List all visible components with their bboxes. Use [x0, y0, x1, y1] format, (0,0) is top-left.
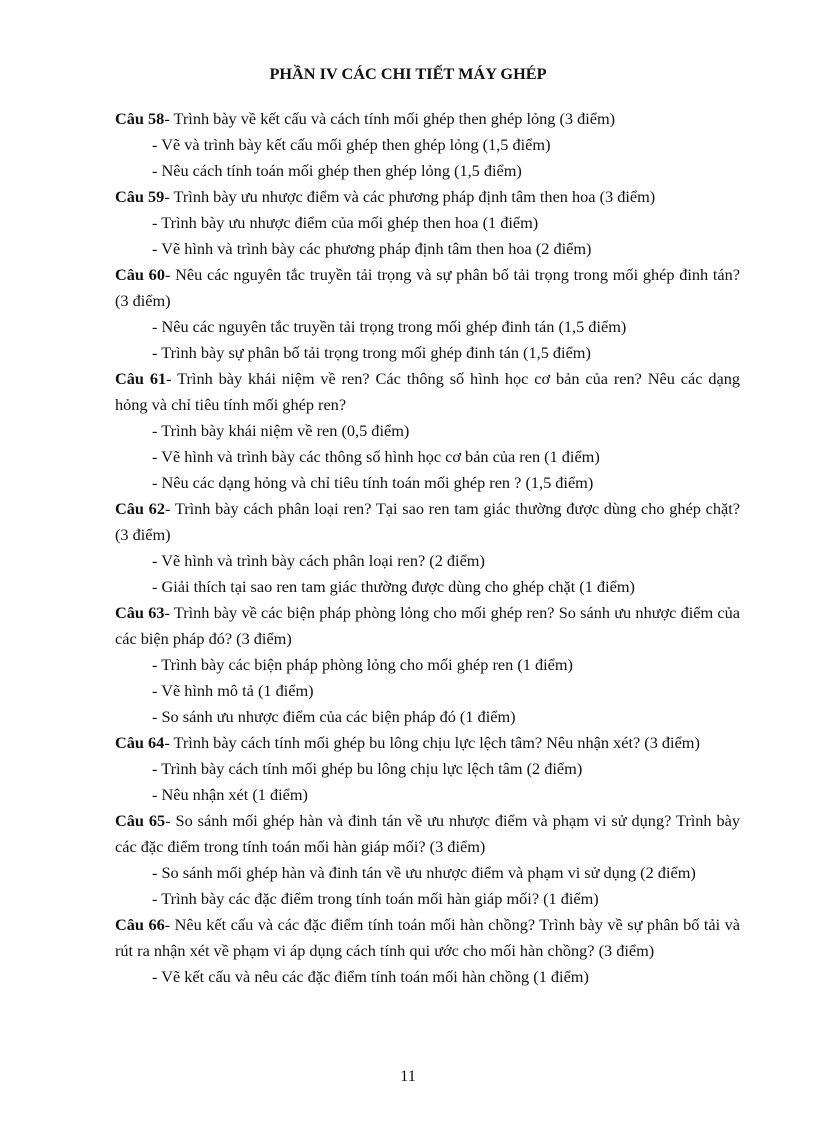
question-label: Câu 64: [115, 733, 165, 752]
question-text: - So sánh mối ghép hàn và đinh tán về ưu nhược điểm và phạm vi sử dụng? Trình bày các đặc điểm trong tính toán mối hàn giáp mối? (3 điểm): [115, 811, 740, 856]
question-65: [115, 808, 740, 860]
question-label: Câu 58: [115, 109, 165, 128]
question-label: Câu 61: [115, 369, 167, 388]
question-item: - So sánh ưu nhược điểm của các biện pháp đó (1 điểm): [152, 707, 516, 726]
question-item: - Nêu các nguyên tắc truyền tải trọng trong mối ghép đinh tán (1,5 điểm): [152, 317, 627, 336]
question-item: - Trình bày các đặc điểm trong tính toán mối hàn giáp mối? (1 điểm): [152, 889, 599, 908]
question-63: [115, 600, 740, 652]
question-60: [115, 262, 740, 314]
question-item: - Nêu các dạng hỏng và chỉ tiêu tính toán mối ghép ren ? (1,5 điểm): [152, 473, 594, 492]
question-text: - Trình bày khái niệm về ren? Các thông số hình học cơ bản của ren? Nêu các dạng hỏng và chỉ tiêu tính mối ghép ren?: [115, 369, 740, 414]
question-text: - Trình bày cách phân loại ren? Tại sao ren tam giác thường được dùng cho ghép chặt? (3 điểm): [115, 499, 740, 544]
question-59: [115, 184, 740, 210]
question-item: - Trình bày sự phân bố tải trọng trong mối ghép đinh tán (1,5 điểm): [152, 343, 591, 362]
question-item: - Trình bày khái niệm về ren (0,5 điểm): [152, 421, 410, 440]
question-label: Câu 62: [115, 499, 165, 518]
question-label: Câu 60: [115, 265, 165, 284]
question-61: [115, 366, 740, 418]
question-58: [115, 106, 740, 132]
question-item: - Trình bày các biện pháp phòng lỏng cho mối ghép ren (1 điểm): [152, 655, 573, 674]
question-item: - Vẽ hình và trình bày các thông số hình học cơ bản của ren (1 điểm): [152, 447, 600, 466]
question-item: - Vẽ kết cấu và nêu các đặc điểm tính toán mối hàn chồng (1 điểm): [152, 967, 589, 986]
question-label: Câu 65: [115, 811, 166, 830]
question-text: - Trình bày về các biện pháp phòng lỏng cho mối ghép ren? So sánh ưu nhược điểm của các biện pháp đó? (3 điểm): [115, 603, 741, 648]
page-number: 11: [400, 1066, 416, 1085]
question-item: - Vẽ và trình bày kết cấu mối ghép then ghép lỏng (1,5 điểm): [152, 135, 551, 154]
question-text: - Trình bày cách tính mối ghép bu lông chịu lực lệch tâm? Nêu nhận xét? (3 điểm): [164, 733, 700, 752]
question-item: - Trình bày cách tính mối ghép bu lông chịu lực lệch tâm (2 điểm): [152, 759, 583, 778]
question-66: [115, 912, 740, 964]
question-text: - Nêu các nguyên tắc truyền tải trọng và sự phân bố tải trọng trong mối ghép đinh tán? (3 điểm): [115, 265, 740, 310]
section-title: PHẦN IV CÁC CHI TIẾT MÁY GHÉP: [269, 64, 547, 83]
question-item: - Trình bày ưu nhược điểm của mối ghép then hoa (1 điểm): [152, 213, 539, 232]
question-list: [115, 106, 740, 990]
question-item: - Vẽ hình và trình bày các phương pháp định tâm then hoa (2 điểm): [152, 239, 592, 258]
question-62: [115, 496, 740, 548]
question-label: Câu 66: [115, 915, 165, 934]
question-item: - Vẽ hình mô tả (1 điểm): [152, 681, 314, 700]
question-label: Câu 59: [115, 187, 165, 206]
question-item: - Nêu nhận xét (1 điểm): [152, 785, 308, 804]
question-text: - Nêu kết cấu và các đặc điểm tính toán mối hàn chồng? Trình bày về sự phân bố tải và rút ra nhận xét về phạm vi áp dụng cách tính qui ước cho mối hàn chồng? (3 điểm): [115, 915, 740, 960]
question-item: - Vẽ hình và trình bày cách phân loại ren? (2 điểm): [152, 551, 485, 570]
question-text: - Trình bày về kết cấu và cách tính mối ghép then ghép lỏng (3 điểm): [164, 109, 616, 128]
question-item: - Giải thích tại sao ren tam giác thường được dùng cho ghép chặt (1 điểm): [152, 577, 635, 596]
question-item: - Nêu cách tính toán mối ghép then ghép lỏng (1,5 điểm): [152, 161, 522, 180]
question-label: Câu 63: [115, 603, 165, 622]
question-text: - Trình bày ưu nhược điểm và các phương pháp định tâm then hoa (3 điểm): [164, 187, 656, 206]
question-64: [115, 730, 740, 756]
question-item: - So sánh mối ghép hàn và đinh tán về ưu nhược điểm và phạm vi sử dụng (2 điểm): [152, 863, 696, 882]
